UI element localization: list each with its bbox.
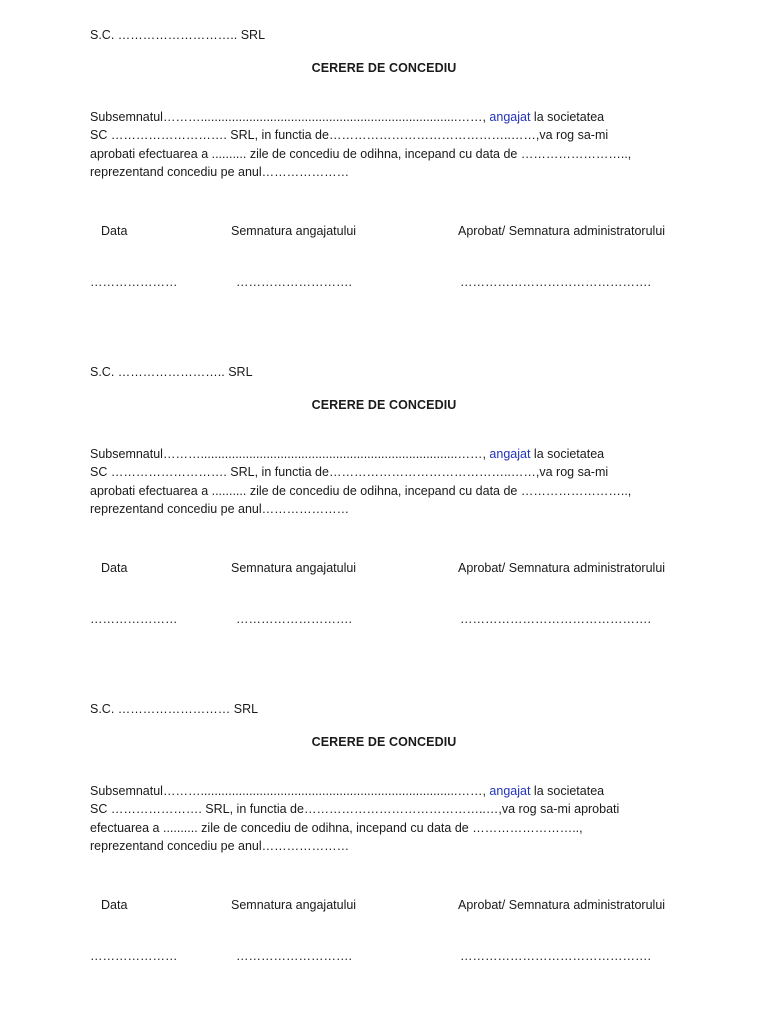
body-line-1-start: Subsemnatul………..........................................................................……, — [90, 447, 486, 461]
body-line-1 — [90, 782, 604, 800]
company-line: S.C. ……………………….. SRL — [90, 28, 266, 42]
signature-line-employee: ………………………. — [236, 949, 352, 963]
signature-line-date: ………………… — [90, 612, 178, 626]
signature-header-employee: Semnatura angajatului — [231, 898, 357, 912]
body-line-1-start: Subsemnatul………..........................................................................……, — [90, 784, 486, 798]
signature-line-date: ………………… — [90, 949, 178, 963]
body-line-3: aprobati efectuarea a .......... zile de concediu de odihna, incepand cu data de …………………….., — [90, 484, 632, 498]
body-line-4: reprezentand concediu pe anul………………… — [90, 165, 350, 179]
angajat-link[interactable]: angajat — [489, 447, 531, 461]
body-line-4: reprezentand concediu pe anul………………… — [90, 839, 350, 853]
body-line-1-end: la societatea — [530, 447, 605, 461]
body-line-2: SC …………………. SRL, in functia de……………………………………..…,va rog sa-mi aprobati — [90, 802, 620, 816]
signature-header-admin: Aprobat/ Semnatura administratorului — [458, 224, 666, 238]
angajat-link[interactable]: angajat — [489, 110, 531, 124]
signature-header-admin: Aprobat/ Semnatura administratorului — [458, 561, 666, 575]
leave-request-form-1 — [0, 0, 768, 320]
body-line-2: SC ………………………. SRL, in functia de……………………………………..……,va rog sa-mi — [90, 465, 609, 479]
body-line-4: reprezentand concediu pe anul………………… — [90, 502, 350, 516]
signature-line-admin: ………………………………………. — [460, 949, 651, 963]
signature-header-employee: Semnatura angajatului — [231, 561, 357, 575]
company-line: S.C. ……………………… SRL — [90, 702, 259, 716]
signature-line-admin: ………………………………………. — [460, 275, 651, 289]
body-line-1 — [90, 445, 604, 463]
signature-header-admin: Aprobat/ Semnatura administratorului — [458, 898, 666, 912]
signature-line-employee: ………………………. — [236, 275, 352, 289]
body-line-3: aprobati efectuarea a .......... zile de concediu de odihna, incepand cu data de …………………….., — [90, 147, 632, 161]
signature-header-date: Data — [101, 898, 128, 912]
signature-line-admin: ………………………………………. — [460, 612, 651, 626]
body-line-2: SC ………………………. SRL, in functia de……………………………………..……,va rog sa-mi — [90, 128, 609, 142]
angajat-link[interactable]: angajat — [489, 784, 531, 798]
leave-request-form-2 — [0, 337, 768, 657]
company-line: S.C. …………………….. SRL — [90, 365, 253, 379]
body-line-1 — [90, 108, 604, 126]
leave-request-form-3 — [0, 674, 768, 994]
form-title: CERERE DE CONCEDIU — [311, 735, 457, 749]
form-title: CERERE DE CONCEDIU — [311, 61, 457, 75]
signature-header-date: Data — [101, 561, 128, 575]
body-line-1-end: la societatea — [530, 110, 605, 124]
signature-line-employee: ………………………. — [236, 612, 352, 626]
signature-header-employee: Semnatura angajatului — [231, 224, 357, 238]
body-line-1-end: la societatea — [530, 784, 605, 798]
signature-header-date: Data — [101, 224, 128, 238]
body-line-3: efectuarea a .......... zile de concediu de odihna, incepand cu data de …………………….., — [90, 821, 583, 835]
signature-line-date: ………………… — [90, 275, 178, 289]
body-line-1-start: Subsemnatul………..........................................................................……, — [90, 110, 486, 124]
form-title: CERERE DE CONCEDIU — [311, 398, 457, 412]
